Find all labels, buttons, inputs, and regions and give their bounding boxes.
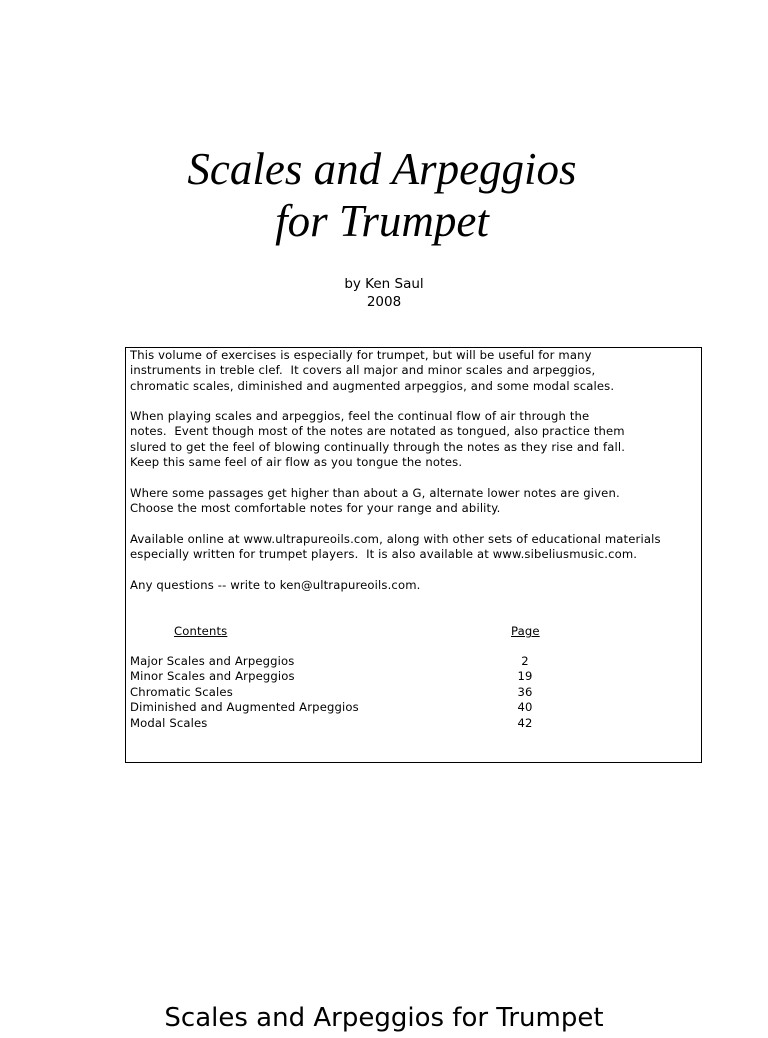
page-title-line-1: Scales and Arpeggios <box>187 144 577 194</box>
page-column-heading: Page <box>511 624 540 638</box>
contents-entry <box>130 700 550 715</box>
page-title-line-2: for Trumpet <box>275 196 489 246</box>
intro-paragraph: This volume of exercises is especially for trumpet, but will be useful for many instruments in treble clef. It covers all major and minor scales and arpeggios, chromatic scales, diminished and augmented arpeggios, and some modal scales. <box>130 348 615 393</box>
contents-entry-page: 19 <box>517 669 533 683</box>
contents-entry <box>130 685 550 700</box>
contents-entry <box>130 669 550 684</box>
publication-year: 2008 <box>366 294 402 310</box>
next-page-title: Scales and Arpeggios for Trumpet <box>164 1003 604 1033</box>
contact-paragraph: Any questions -- write to ken@ultrapureoils.com. <box>130 578 421 592</box>
contents-entry-label: Modal Scales <box>130 716 208 730</box>
contents-entry-page: 42 <box>517 716 533 730</box>
contents-heading: Contents <box>174 624 228 638</box>
intro-box <box>125 347 702 763</box>
contents-entry-label: Major Scales and Arpeggios <box>130 654 295 668</box>
contents-entry-label: Chromatic Scales <box>130 685 233 699</box>
contents-entry-page: 40 <box>517 700 533 714</box>
alternate-notes-paragraph: Where some passages get higher than about a G, alternate lower notes are given. Choose the most comfortable notes for your range and ability. <box>130 486 620 516</box>
availability-paragraph: Available online at www.ultrapureoils.com, along with other sets of educational materials especially written for trumpet players. It is also available at www.sibeliusmusic.com. <box>130 532 661 562</box>
contents-entry-page: 2 <box>521 654 529 668</box>
contents-entry-label: Diminished and Augmented Arpeggios <box>130 700 359 714</box>
author-byline: by Ken Saul <box>344 276 424 292</box>
contents-entry-page: 36 <box>517 685 533 699</box>
breathing-paragraph: When playing scales and arpeggios, feel the continual flow of air through the notes. Event though most of the notes are notated as tongued, also practice them slured to get the feel of blowing continually through the notes as they rise and fall. Keep this same feel of air flow as you tongue the notes. <box>130 409 626 470</box>
contents-entry-label: Minor Scales and Arpeggios <box>130 669 295 683</box>
contents-entry <box>130 654 550 669</box>
contents-entry <box>130 716 550 731</box>
